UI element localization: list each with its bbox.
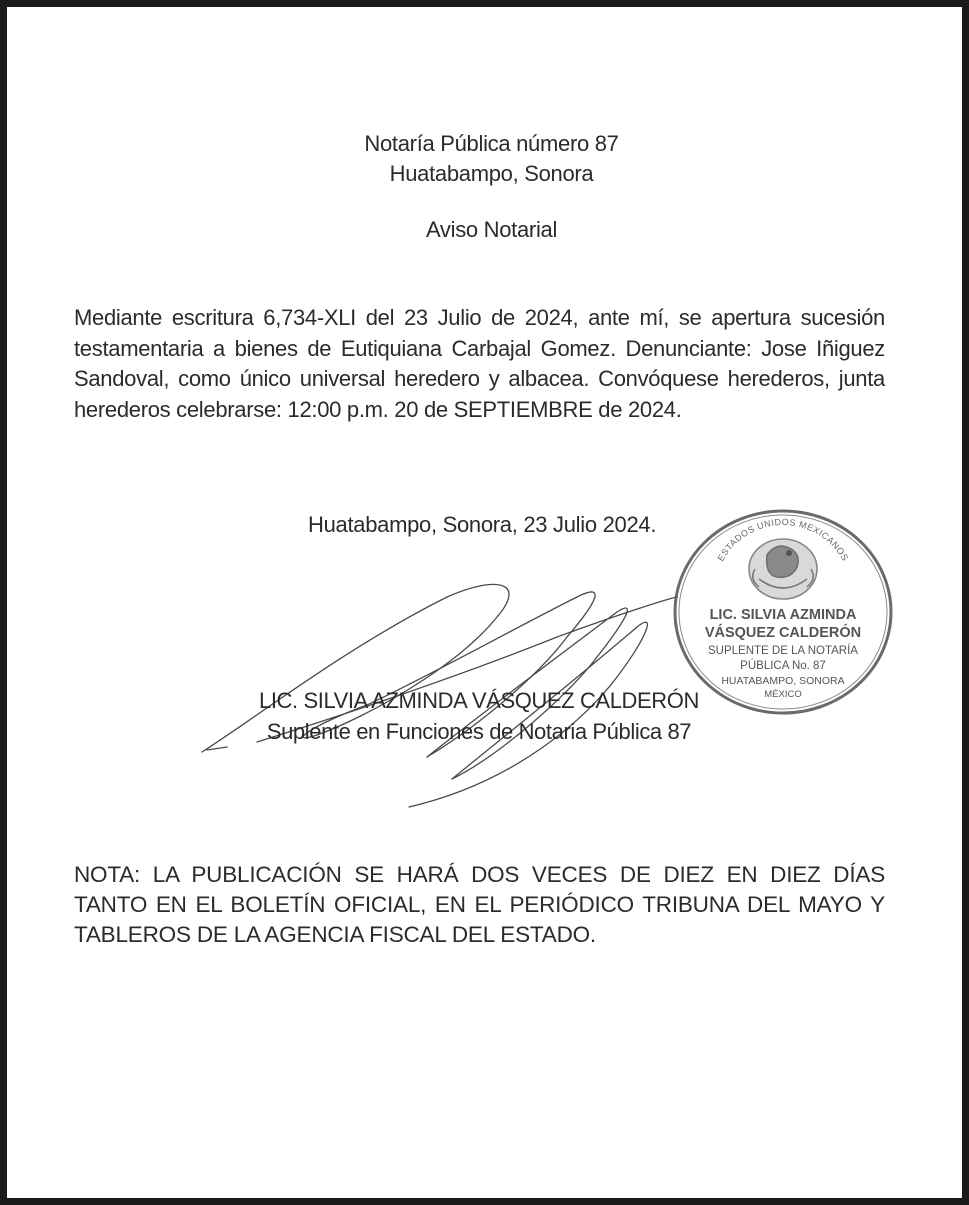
notary-location: Huatabampo, Sonora [389,161,594,186]
signer-block [259,685,699,747]
seal-line-city: HUATABAMPO, SONORA [721,675,845,687]
eagle-emblem-icon [749,539,817,599]
seal-line-name: LIC. SILVIA AZMINDA [709,607,857,623]
notary-seal [671,507,895,717]
notice-title: Aviso Notarial [425,217,558,242]
seal-arc-text: ESTADOS UNIDOS MEXICANOS [715,516,851,563]
seal-line-surname: VÁSQUEZ CALDERÓN [704,625,862,641]
signer-role: Suplente en Funciones de Notaria Pública 87 [266,719,692,744]
notary-header [7,129,969,189]
place-date: Huatabampo, Sonora, 23 Julio 2024. [308,512,657,537]
publication-note: NOTA: LA PUBLICACIÓN SE HARÁ DOS VECES DE DIEZ EN DIEZ DÍAS TANTO EN EL BOLETÍN OFICIAL, EN EL PERIÓDICO TRIBUNA DEL MAYO Y TABLEROS DE LA AGENCIA FISCAL DEL ESTADO. [74,862,885,947]
signer-name: LIC. SILVIA AZMINDA VÁSQUEZ CALDERÓN [259,688,699,713]
seal-line-notary-number: PÚBLICA No. 87 [740,660,826,672]
notary-name: Notaría Pública número 87 [364,131,619,156]
notice-body: Mediante escritura 6,734-XLI del 23 Julio de 2024, ante mí, se apertura sucesión testamentaria a bienes de Eutiquiana Carbajal Gomez. Denunciante: Jose Iñiguez Sandoval, como único universal heredero y albacea. Convóquese herederos, junta herederos celebrarse: 12:00 p.m. 20 de SEPTIEMBRE de 2024. [74,305,885,422]
seal-line-country: MÉXICO [764,689,802,700]
seal-line-role: SUPLENTE DE LA NOTARÍA [708,645,858,657]
